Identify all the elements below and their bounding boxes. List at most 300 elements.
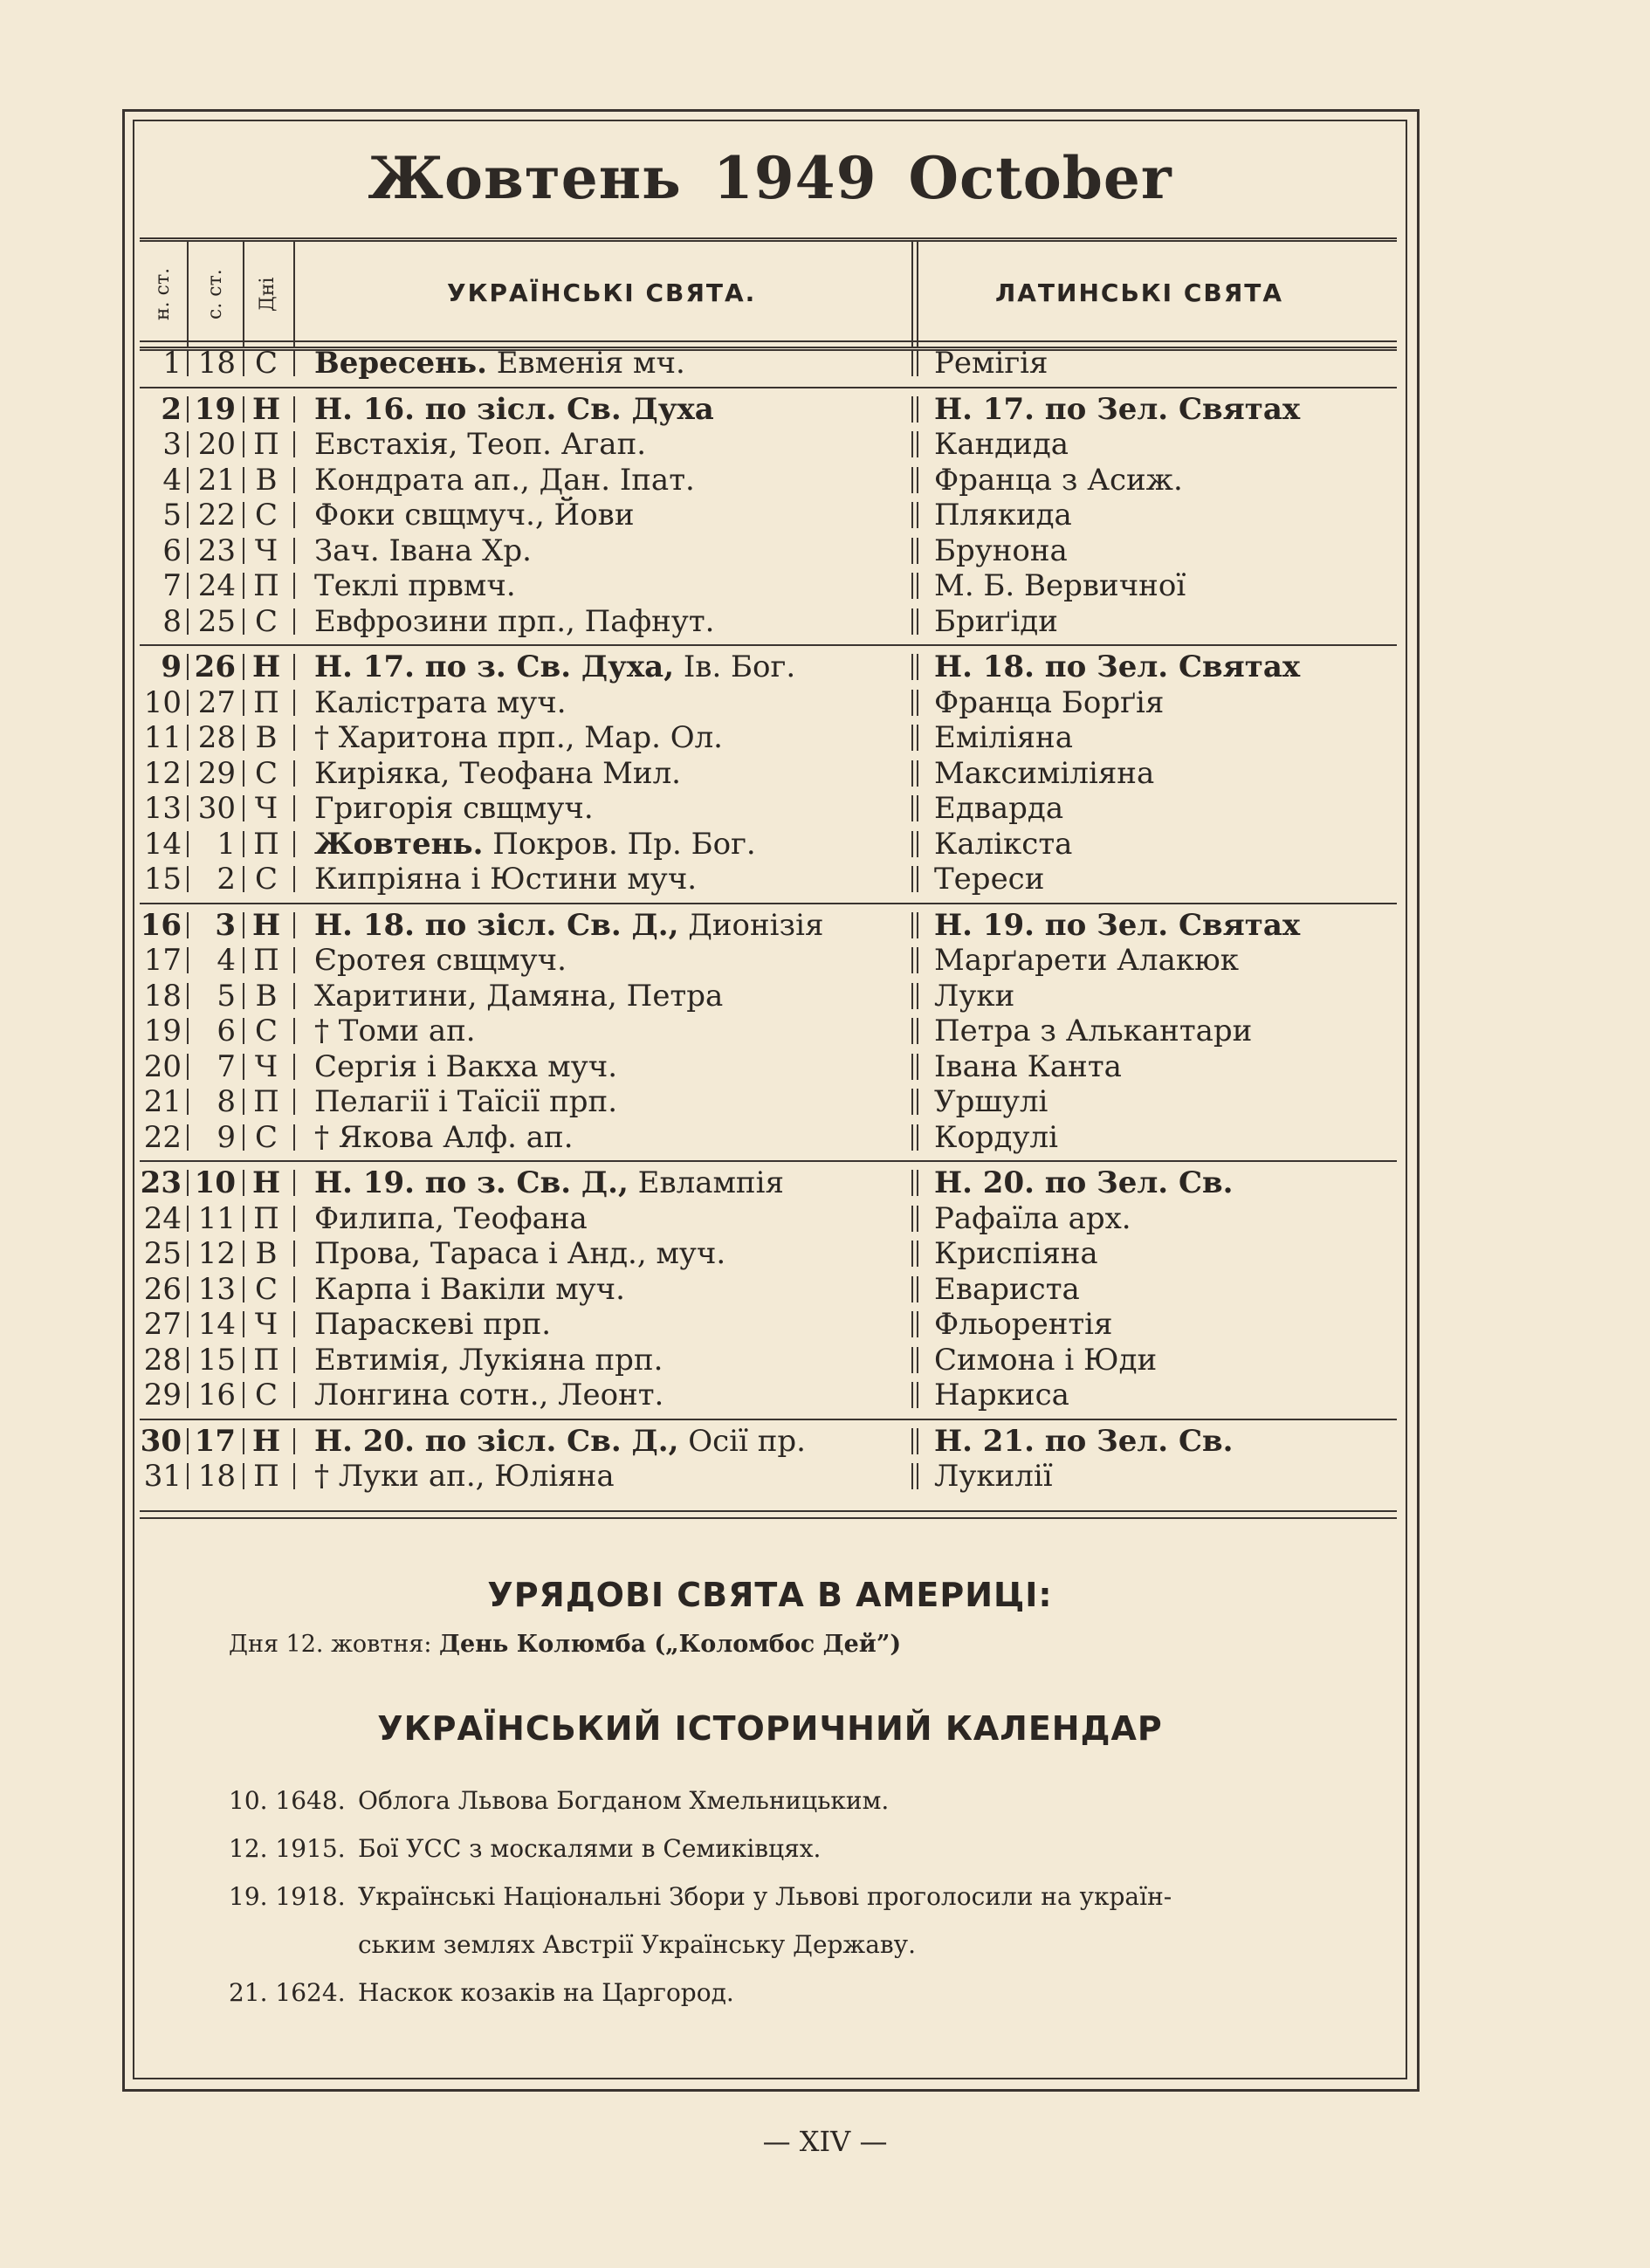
- calendar-row: [140, 1236, 1397, 1272]
- latin-feast: Фльорентія: [934, 1307, 1113, 1342]
- old-style-date: 9: [217, 1119, 236, 1155]
- column-divider: [243, 573, 244, 599]
- weekday: С: [254, 862, 278, 897]
- ukrainian-feast: [314, 827, 756, 862]
- column-divider: [917, 608, 918, 635]
- old-style-date: 23: [197, 533, 236, 568]
- ukrainian-feast: [314, 604, 714, 639]
- column-divider: [293, 1428, 295, 1454]
- ukrainian-feast: [314, 979, 723, 1014]
- column-divider: [917, 431, 918, 457]
- weekday: С: [254, 346, 278, 381]
- column-divider: [917, 1089, 918, 1115]
- ukrainian-feast: [314, 1165, 784, 1200]
- ukrainian-feast-bold: Н. 20. по зісл. Св. Д.,: [314, 1423, 679, 1459]
- column-divider: [187, 502, 189, 528]
- new-style-date: 9: [161, 649, 182, 684]
- new-style-date: 26: [143, 1271, 182, 1307]
- new-style-date: 25: [143, 1236, 182, 1271]
- column-divider: [187, 1170, 189, 1196]
- ukrainian-feast: [314, 1049, 617, 1084]
- old-style-date: 2: [217, 862, 236, 897]
- column-divider: [917, 1311, 918, 1337]
- column-divider: [293, 1018, 295, 1044]
- calendar-row: [140, 1049, 1397, 1085]
- column-divider: [917, 350, 918, 376]
- column-divider: [243, 760, 244, 787]
- ukrainian-feast: [314, 1084, 617, 1119]
- ukrainian-feast-bold: Жовтень.: [314, 826, 484, 862]
- new-style-date: 30: [140, 1423, 182, 1459]
- weekday: С: [254, 498, 278, 533]
- column-divider: [293, 396, 295, 423]
- old-style-date: 19: [194, 391, 236, 427]
- new-style-date: 1: [162, 346, 182, 381]
- ukrainian-feast-text: Єротея свщмуч.: [314, 943, 567, 978]
- old-style-date: 12: [197, 1236, 236, 1271]
- column-divider: [293, 608, 295, 635]
- column-divider: [917, 831, 918, 857]
- column-divider: [187, 1311, 189, 1337]
- week-separator: [140, 1419, 1397, 1420]
- old-style-date: 13: [197, 1271, 236, 1307]
- calendar-row: [140, 463, 1397, 498]
- header-divider: [293, 242, 295, 347]
- header-ukrainian-holidays: УКРАЇНСЬКІ СВЯТА.: [447, 278, 757, 307]
- column-divider: [243, 1347, 244, 1373]
- column-divider: [243, 467, 244, 493]
- weekday: П: [253, 1459, 279, 1494]
- new-style-date: 3: [162, 427, 182, 462]
- weekday: С: [254, 755, 278, 791]
- ukrainian-feast: [314, 427, 646, 462]
- column-divider: [293, 1241, 295, 1267]
- latin-feast: Едварда: [934, 791, 1064, 826]
- ukrainian-feast-text: Карпа і Вакіли муч.: [314, 1271, 625, 1307]
- calendar-row: [140, 685, 1397, 721]
- column-divider: [243, 1241, 244, 1267]
- column-divider: [243, 396, 244, 423]
- header-new-style: н. ст.: [152, 267, 174, 321]
- column-divider: [911, 690, 913, 716]
- ukrainian-feast: [314, 1236, 725, 1271]
- latin-feast: Брунона: [934, 533, 1068, 568]
- weekday: П: [253, 1200, 279, 1236]
- ukrainian-feast-text: Евлампія: [628, 1165, 784, 1200]
- column-divider: [243, 725, 244, 751]
- weekday: Н: [251, 907, 281, 943]
- column-divider: [911, 431, 913, 457]
- column-divider: [911, 538, 913, 564]
- old-style-date: 30: [197, 791, 236, 826]
- page-number: — XIV —: [762, 2125, 888, 2158]
- old-style-date: 5: [217, 978, 236, 1014]
- new-style-date: 23: [140, 1165, 182, 1200]
- column-divider: [293, 538, 295, 564]
- header-divider: [917, 242, 918, 347]
- calendar-row: [140, 1343, 1397, 1378]
- ukrainian-feast-text: Кондрата ап., Дан. Іпат.: [314, 462, 695, 498]
- latin-feast: Еміліяна: [934, 720, 1073, 755]
- latin-feast: Кордулі: [934, 1119, 1058, 1155]
- calendar-row: [140, 1201, 1397, 1237]
- calendar-row: [140, 1120, 1397, 1156]
- column-divider: [917, 1241, 918, 1267]
- latin-feast: Евариста: [934, 1271, 1080, 1307]
- calendar-row: [140, 1165, 1397, 1201]
- column-divider: [187, 1241, 189, 1267]
- weekday: В: [255, 1236, 278, 1271]
- calendar-table: [140, 340, 1397, 1495]
- column-divider: [187, 1463, 189, 1489]
- new-style-date: 14: [143, 826, 182, 862]
- weekday: В: [255, 720, 278, 755]
- calendar-row: [140, 1272, 1397, 1308]
- column-divider: [917, 947, 918, 973]
- column-divider: [911, 983, 913, 1009]
- column-divider: [187, 1054, 189, 1080]
- column-divider: [911, 1054, 913, 1080]
- ukrainian-feast: [314, 649, 795, 684]
- column-divider: [917, 1054, 918, 1080]
- column-divider: [917, 573, 918, 599]
- column-divider: [293, 1206, 295, 1232]
- calendar-row: [140, 533, 1397, 569]
- column-divider: [293, 983, 295, 1009]
- column-divider: [187, 1428, 189, 1454]
- column-divider: [187, 396, 189, 423]
- old-style-date: 28: [197, 720, 236, 755]
- latin-feast: Рафаїла арх.: [934, 1200, 1131, 1236]
- week-separator: [140, 340, 1397, 342]
- column-divider: [917, 1170, 918, 1196]
- gov-holidays-line: [229, 1631, 901, 1658]
- column-divider: [911, 1018, 913, 1044]
- column-divider: [293, 725, 295, 751]
- column-divider: [187, 654, 189, 680]
- column-divider: [911, 1463, 913, 1489]
- history-text: Українські Національні Збори у Львові проголосили на україн-: [358, 1882, 1172, 1911]
- latin-feast: М. Б. Вервичної: [934, 568, 1186, 603]
- old-style-date: 10: [194, 1165, 236, 1200]
- column-divider: [187, 866, 189, 892]
- ukrainian-feast: [314, 346, 685, 381]
- new-style-date: 15: [143, 862, 182, 897]
- new-style-date: 11: [143, 720, 182, 755]
- old-style-date: 22: [197, 498, 236, 533]
- new-style-date: 22: [143, 1119, 182, 1155]
- column-divider: [293, 1054, 295, 1080]
- ukrainian-feast-text: Сергія і Вакха муч.: [314, 1048, 618, 1084]
- column-divider: [911, 725, 913, 751]
- ukrainian-feast: [314, 756, 681, 791]
- latin-feast: Криспіяна: [934, 1236, 1098, 1271]
- calendar-row: [140, 1424, 1397, 1460]
- column-divider: [243, 350, 244, 376]
- column-divider: [917, 1124, 918, 1151]
- calendar-row: [140, 1378, 1397, 1413]
- ukrainian-feast: [314, 791, 594, 826]
- weekday: Н: [251, 1423, 281, 1459]
- old-style-date: 11: [197, 1200, 236, 1236]
- column-divider: [917, 760, 918, 787]
- column-divider: [243, 1054, 244, 1080]
- old-style-date: 24: [197, 568, 236, 603]
- column-divider: [243, 1276, 244, 1302]
- ukrainian-feast: [314, 392, 714, 427]
- weekday: Н: [251, 649, 281, 684]
- weekday: С: [254, 603, 278, 639]
- new-style-date: 10: [143, 684, 182, 720]
- latin-feast: Кандида: [934, 427, 1069, 462]
- ukrainian-feast: [314, 568, 516, 603]
- ukrainian-feast-text: Лонгина сотн., Леонт.: [314, 1378, 664, 1412]
- ukrainian-feast: [314, 1272, 625, 1307]
- column-divider: [911, 1382, 913, 1408]
- column-divider: [243, 912, 244, 938]
- new-style-date: 31: [143, 1459, 182, 1494]
- column-divider: [243, 1428, 244, 1454]
- column-divider: [243, 866, 244, 892]
- weekday: П: [253, 943, 279, 978]
- column-divider: [911, 1206, 913, 1232]
- old-style-date: 20: [197, 427, 236, 462]
- new-style-date: 16: [140, 907, 182, 943]
- history-entry: [229, 1786, 889, 1815]
- column-divider: [293, 350, 295, 376]
- ukrainian-feast: [314, 1459, 615, 1494]
- new-style-date: 7: [162, 568, 182, 603]
- ukrainian-feast-text: Дионізія: [678, 907, 824, 943]
- table-bottom-rule: [140, 1510, 1397, 1519]
- ukrainian-feast-text: Евфрозини прп., Пафнут.: [314, 603, 715, 639]
- history-text: Бої УСС з москалями в Семиківцях.: [358, 1834, 822, 1863]
- calendar-row: [140, 649, 1397, 685]
- ukrainian-feast-bold: Н. 17. по з. Св. Духа,: [314, 649, 675, 684]
- column-divider: [917, 983, 918, 1009]
- calendar-row: [140, 1084, 1397, 1120]
- header-latin-holidays: ЛАТИНСЬКІ СВЯТА: [995, 278, 1284, 307]
- ukrainian-feast: [314, 1014, 476, 1048]
- latin-feast: Марґарети Алакюк: [934, 943, 1239, 978]
- latin-feast: Максиміліяна: [934, 755, 1155, 791]
- header-divider: [243, 242, 244, 347]
- old-style-date: 4: [217, 943, 236, 978]
- column-divider: [917, 538, 918, 564]
- column-divider: [243, 502, 244, 528]
- old-style-date: 25: [197, 603, 236, 639]
- column-divider: [293, 654, 295, 680]
- title-month-ukr: Жовтень: [368, 144, 682, 212]
- old-style-date: 29: [197, 755, 236, 791]
- column-divider: [911, 1428, 913, 1454]
- weekday: Ч: [254, 1048, 278, 1084]
- ukrainian-feast-text: Покров. Пр. Бог.: [483, 826, 756, 862]
- calendar-row: [140, 756, 1397, 792]
- ukrainian-feast-text: Ів. Бог.: [674, 649, 796, 684]
- gov-holidays-prefix: Дня 12. жовтня:: [229, 1631, 432, 1658]
- old-style-date: 3: [215, 907, 236, 943]
- column-divider: [293, 947, 295, 973]
- ukrainian-feast-text: † Томи ап.: [314, 1014, 476, 1048]
- ukrainian-feast-text: Евтимія, Лукіяна прп.: [314, 1342, 663, 1378]
- latin-feast: Н. 17. по Зел. Святах: [934, 391, 1301, 427]
- ukrainian-feast-text: † Якова Алф. ап.: [314, 1119, 574, 1155]
- column-divider: [243, 983, 244, 1009]
- old-style-date: 16: [197, 1378, 236, 1412]
- ukrainian-feast-text: Зач. Івана Хр.: [314, 533, 532, 568]
- new-style-date: 5: [162, 498, 182, 533]
- column-divider: [917, 1347, 918, 1373]
- calendar-row: [140, 568, 1397, 604]
- column-divider: [911, 947, 913, 973]
- ukrainian-feast-text: Григорія свщмуч.: [314, 791, 594, 826]
- column-divider: [187, 1382, 189, 1408]
- column-divider: [187, 947, 189, 973]
- column-divider: [187, 983, 189, 1009]
- column-divider: [911, 795, 913, 821]
- column-divider: [293, 573, 295, 599]
- column-divider: [293, 912, 295, 938]
- ukrainian-feast: [314, 862, 697, 897]
- column-divider: [243, 1089, 244, 1115]
- ukrainian-feast: [314, 1201, 588, 1236]
- header-old-style: с. ст.: [204, 269, 226, 320]
- ukrainian-feast-bold: Н. 19. по з. Св. Д.,: [314, 1165, 629, 1200]
- column-divider: [917, 1382, 918, 1408]
- calendar-row: [140, 827, 1397, 863]
- ukrainian-feast-text: Евменія мч.: [486, 346, 685, 381]
- column-divider: [187, 1124, 189, 1151]
- weekday: П: [253, 1342, 279, 1378]
- ukrainian-feast-text: Пелагії і Таїсії прп.: [314, 1084, 618, 1119]
- ukrainian-feast-bold: Н. 16. по зісл. Св. Духа: [314, 391, 714, 427]
- column-divider: [293, 760, 295, 787]
- column-divider: [243, 795, 244, 821]
- weekday: Ч: [254, 791, 278, 826]
- column-divider: [911, 912, 913, 938]
- calendar-row: [140, 604, 1397, 640]
- column-divider: [917, 1018, 918, 1044]
- column-divider: [187, 1018, 189, 1044]
- history-entry: [229, 1978, 734, 2007]
- column-divider: [293, 431, 295, 457]
- weekday: С: [254, 1014, 278, 1048]
- ukrainian-feast-text: Кипріяна і Юстини муч.: [314, 862, 698, 897]
- history-date: 21. 1624.: [229, 1978, 346, 2007]
- latin-feast: Плякида: [934, 498, 1072, 533]
- latin-feast: Лукилії: [934, 1459, 1053, 1494]
- column-divider: [917, 502, 918, 528]
- old-style-date: 27: [197, 684, 236, 720]
- ukrainian-feast-text: † Луки ап., Юліяна: [314, 1459, 615, 1494]
- column-divider: [293, 1089, 295, 1115]
- ukrainian-feast-text: Теклі првмч.: [314, 568, 516, 603]
- calendar-row: [140, 979, 1397, 1014]
- column-divider: [917, 1206, 918, 1232]
- column-divider: [911, 866, 913, 892]
- column-divider: [243, 1463, 244, 1489]
- column-divider: [917, 1276, 918, 1302]
- ukrainian-feast-text: Харитини, Дамяна, Петра: [314, 978, 724, 1014]
- old-style-date: 17: [194, 1423, 236, 1459]
- latin-feast: Ремігія: [934, 346, 1048, 381]
- latin-feast: Франца Борґія: [934, 684, 1165, 720]
- weekday: Ч: [254, 1307, 278, 1342]
- latin-feast: Івана Канта: [934, 1048, 1122, 1084]
- ukrainian-feast-text: Филипа, Теофана: [314, 1200, 588, 1236]
- new-style-date: 24: [143, 1200, 182, 1236]
- ukrainian-feast: [314, 1378, 663, 1412]
- ukrainian-feast-bold: Н. 18. по зісл. Св. Д.,: [314, 907, 679, 943]
- calendar-row: [140, 1459, 1397, 1495]
- latin-feast: Франца з Асиж.: [934, 462, 1183, 498]
- weekday: С: [254, 1378, 278, 1412]
- column-divider: [917, 912, 918, 938]
- new-style-date: 2: [161, 391, 182, 427]
- column-divider: [911, 396, 913, 423]
- old-style-date: 14: [197, 1307, 236, 1342]
- column-divider: [917, 690, 918, 716]
- history-text: ським землях Австрії Українську Державу.: [358, 1930, 917, 1959]
- history-date: 19. 1918.: [229, 1882, 346, 1911]
- table-header: [140, 237, 1397, 351]
- new-style-date: 6: [162, 533, 182, 568]
- column-divider: [293, 795, 295, 821]
- column-divider: [293, 1311, 295, 1337]
- ukrainian-feast-text: Киріяка, Теофана Мил.: [314, 755, 681, 791]
- history-entry: [229, 1834, 821, 1863]
- history-date: 10. 1648.: [229, 1786, 346, 1815]
- new-style-date: 17: [143, 943, 182, 978]
- new-style-date: 12: [143, 755, 182, 791]
- history-entry: [229, 1882, 1172, 1911]
- old-style-date: 18: [197, 346, 236, 381]
- ukrainian-feast: [314, 463, 695, 498]
- history-entry-continuation: [358, 1930, 916, 1959]
- new-style-date: 28: [143, 1342, 182, 1378]
- old-style-date: 7: [217, 1048, 236, 1084]
- latin-feast: Тереси: [934, 862, 1045, 897]
- ukrainian-feast: [314, 533, 532, 568]
- weekday: С: [254, 1119, 278, 1155]
- column-divider: [243, 1170, 244, 1196]
- column-divider: [293, 1463, 295, 1489]
- column-divider: [187, 1347, 189, 1373]
- column-divider: [917, 1428, 918, 1454]
- week-separator: [140, 1160, 1397, 1162]
- column-divider: [187, 1276, 189, 1302]
- column-divider: [293, 831, 295, 857]
- column-divider: [911, 608, 913, 635]
- latin-feast: Н. 20. по Зел. Св.: [934, 1165, 1234, 1200]
- header-divider: [187, 242, 189, 347]
- latin-feast: Наркиса: [934, 1378, 1069, 1412]
- column-divider: [917, 467, 918, 493]
- calendar-row: [140, 720, 1397, 756]
- column-divider: [293, 1124, 295, 1151]
- column-divider: [243, 654, 244, 680]
- column-divider: [187, 725, 189, 751]
- column-divider: [917, 725, 918, 751]
- latin-feast: Уршулі: [934, 1084, 1048, 1119]
- week-separator: [140, 644, 1397, 646]
- page-title: [133, 144, 1407, 212]
- column-divider: [243, 690, 244, 716]
- column-divider: [911, 1241, 913, 1267]
- new-style-date: 8: [162, 603, 182, 639]
- column-divider: [917, 654, 918, 680]
